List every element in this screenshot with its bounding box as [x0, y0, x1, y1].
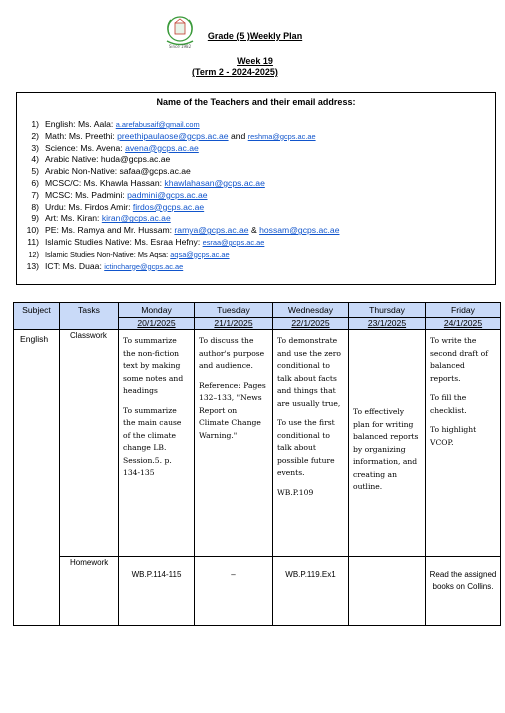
entry-number: 13)	[26, 260, 39, 271]
header-row	[14, 303, 501, 330]
teacher-entry	[21, 143, 340, 155]
teacher-label: Arabic Native: huda@gcps.ac.ae	[45, 154, 171, 165]
week-label: Week 19	[237, 56, 273, 66]
teacher-label: Math: Ms. Preethi:	[45, 130, 118, 141]
entry-number: 12)	[28, 249, 39, 259]
teacher-entry	[21, 131, 340, 143]
teacher-entry	[21, 166, 340, 178]
teacher-label: Arabic Non-Native: safaa@gcps.ac.ae	[45, 166, 191, 177]
entry-number: 6)	[31, 177, 39, 188]
email-link[interactable]: aqsa@gcps.ac.ae	[170, 249, 230, 259]
email-link[interactable]: a.arefabusaif@gmail.com	[115, 120, 200, 129]
entry-number: 2)	[31, 130, 39, 141]
email-link[interactable]: avena@gcps.ac.ae	[125, 142, 199, 153]
email-link[interactable]: reshma@gcps.ac.ae	[247, 131, 316, 141]
entry-number: 4)	[31, 154, 39, 165]
plan-title: Grade (5 )Weekly Plan	[207, 31, 303, 41]
day-header: Monday 20/1/2025	[119, 303, 195, 330]
classwork-cell: To discuss the author's purpose and audience. Reference: Pages 132–133, "News Report on Climate Change Warning."	[195, 330, 273, 557]
teacher-label: Science: Ms. Avena:	[45, 142, 126, 153]
teacher-entry	[21, 190, 340, 202]
email-link[interactable]: hossam@gcps.ac.ae	[259, 225, 340, 236]
teacher-label: Urdu: Ms. Firdos Amir:	[45, 201, 133, 212]
email-link[interactable]: khawlahasan@gcps.ac.ae	[164, 177, 265, 188]
email-link[interactable]: ramya@gcps.ac.ae	[174, 225, 249, 236]
day-header: Thursday 23/1/2025	[349, 303, 426, 330]
teacher-list	[21, 119, 340, 272]
teacher-label: English: Ms. Aala:	[45, 119, 116, 129]
school-logo	[163, 14, 197, 48]
entry-number: 1)	[31, 119, 39, 129]
day-header: Friday 24/1/2025	[426, 303, 501, 330]
classwork-label: Classwork	[60, 330, 119, 557]
classwork-cell: To summarize the non-fiction text by making some notes and headings To summarize the main cause of the climate change LB. Session.5. p. 134-135	[119, 330, 195, 557]
entry-number: 9)	[31, 213, 39, 224]
subject-header: Subject	[14, 303, 60, 330]
joiner-text: &	[248, 225, 260, 236]
logo-since-text: Since 1982	[168, 44, 192, 49]
email-link[interactable]: ictincharge@gcps.ac.ae	[104, 261, 184, 271]
teacher-label: PE: Ms. Ramya and Mr. Hussam:	[45, 225, 175, 236]
email-link[interactable]: preethipaulaose@gcps.ac.ae	[117, 130, 229, 141]
tasks-header: Tasks	[60, 303, 119, 330]
entry-number: 7)	[31, 189, 39, 200]
term-label: (Term 2 - 2024-2025)	[192, 67, 278, 77]
teacher-entry	[21, 119, 340, 131]
teacher-entry	[21, 261, 340, 273]
homework-cell: WB.P.119.Ex1	[273, 557, 349, 626]
classwork-cell: To write the second draft of balanced reports. To fill the checklist. To highlight VCOP.	[426, 330, 501, 557]
teacher-label: Islamic Studies Non-Native: Ms Aqsa:	[45, 249, 171, 259]
entry-number: 8)	[31, 201, 39, 212]
entry-number: 3)	[31, 142, 39, 153]
teacher-entry	[21, 154, 340, 166]
homework-cell: –	[195, 557, 273, 626]
teacher-entry	[21, 202, 340, 214]
homework-cell: WB.P.114-115	[119, 557, 195, 626]
teacher-label: Art: Ms. Kiran:	[45, 213, 102, 224]
entry-number: 11)	[27, 236, 39, 247]
teacher-label: ICT: Ms. Duaa:	[45, 260, 105, 271]
email-link[interactable]: kiran@gcps.ac.ae	[101, 213, 171, 224]
email-link[interactable]: padmini@gcps.ac.ae	[127, 189, 208, 200]
day-header: Wednesday 22/1/2025	[273, 303, 349, 330]
teacher-label: Islamic Studies Native: Ms. Esraa Hefny:	[45, 236, 203, 247]
homework-row	[14, 557, 501, 626]
email-link[interactable]: firdos@gcps.ac.ae	[132, 201, 205, 212]
weekly-plan-table	[13, 302, 501, 626]
classwork-row	[14, 330, 501, 557]
classwork-cell: To demonstrate and use the zero conditional to talk about facts and things that are usually true, To use the first conditional to talk about possible future events. WB.P.109	[273, 330, 349, 557]
teachers-title: Name of the Teachers and their email address:	[156, 97, 356, 107]
teacher-entry	[21, 225, 340, 237]
homework-cell	[349, 557, 426, 626]
homework-cell: Read the assigned books on Collins.	[426, 557, 501, 626]
subject-cell: English	[14, 330, 60, 626]
teacher-label: MCSC: Ms. Padmini:	[45, 189, 128, 200]
teacher-entry	[21, 178, 340, 190]
entry-number: 5)	[31, 166, 39, 177]
teachers-box	[16, 92, 496, 285]
teacher-entry	[21, 249, 340, 261]
joiner-text: and	[228, 130, 248, 141]
day-header: Tuesday 21/1/2025	[195, 303, 273, 330]
classwork-cell: To effectively plan for writing balanced reports by organizing information, and creating an outline.	[349, 330, 426, 557]
teacher-label: MCSC/C: Ms. Khawla Hassan:	[45, 177, 165, 188]
email-link[interactable]: esraa@gcps.ac.ae	[202, 237, 265, 247]
entry-number: 10)	[26, 225, 39, 236]
homework-label: Homework	[60, 557, 119, 626]
teacher-entry	[21, 213, 340, 225]
teacher-entry	[21, 237, 340, 249]
